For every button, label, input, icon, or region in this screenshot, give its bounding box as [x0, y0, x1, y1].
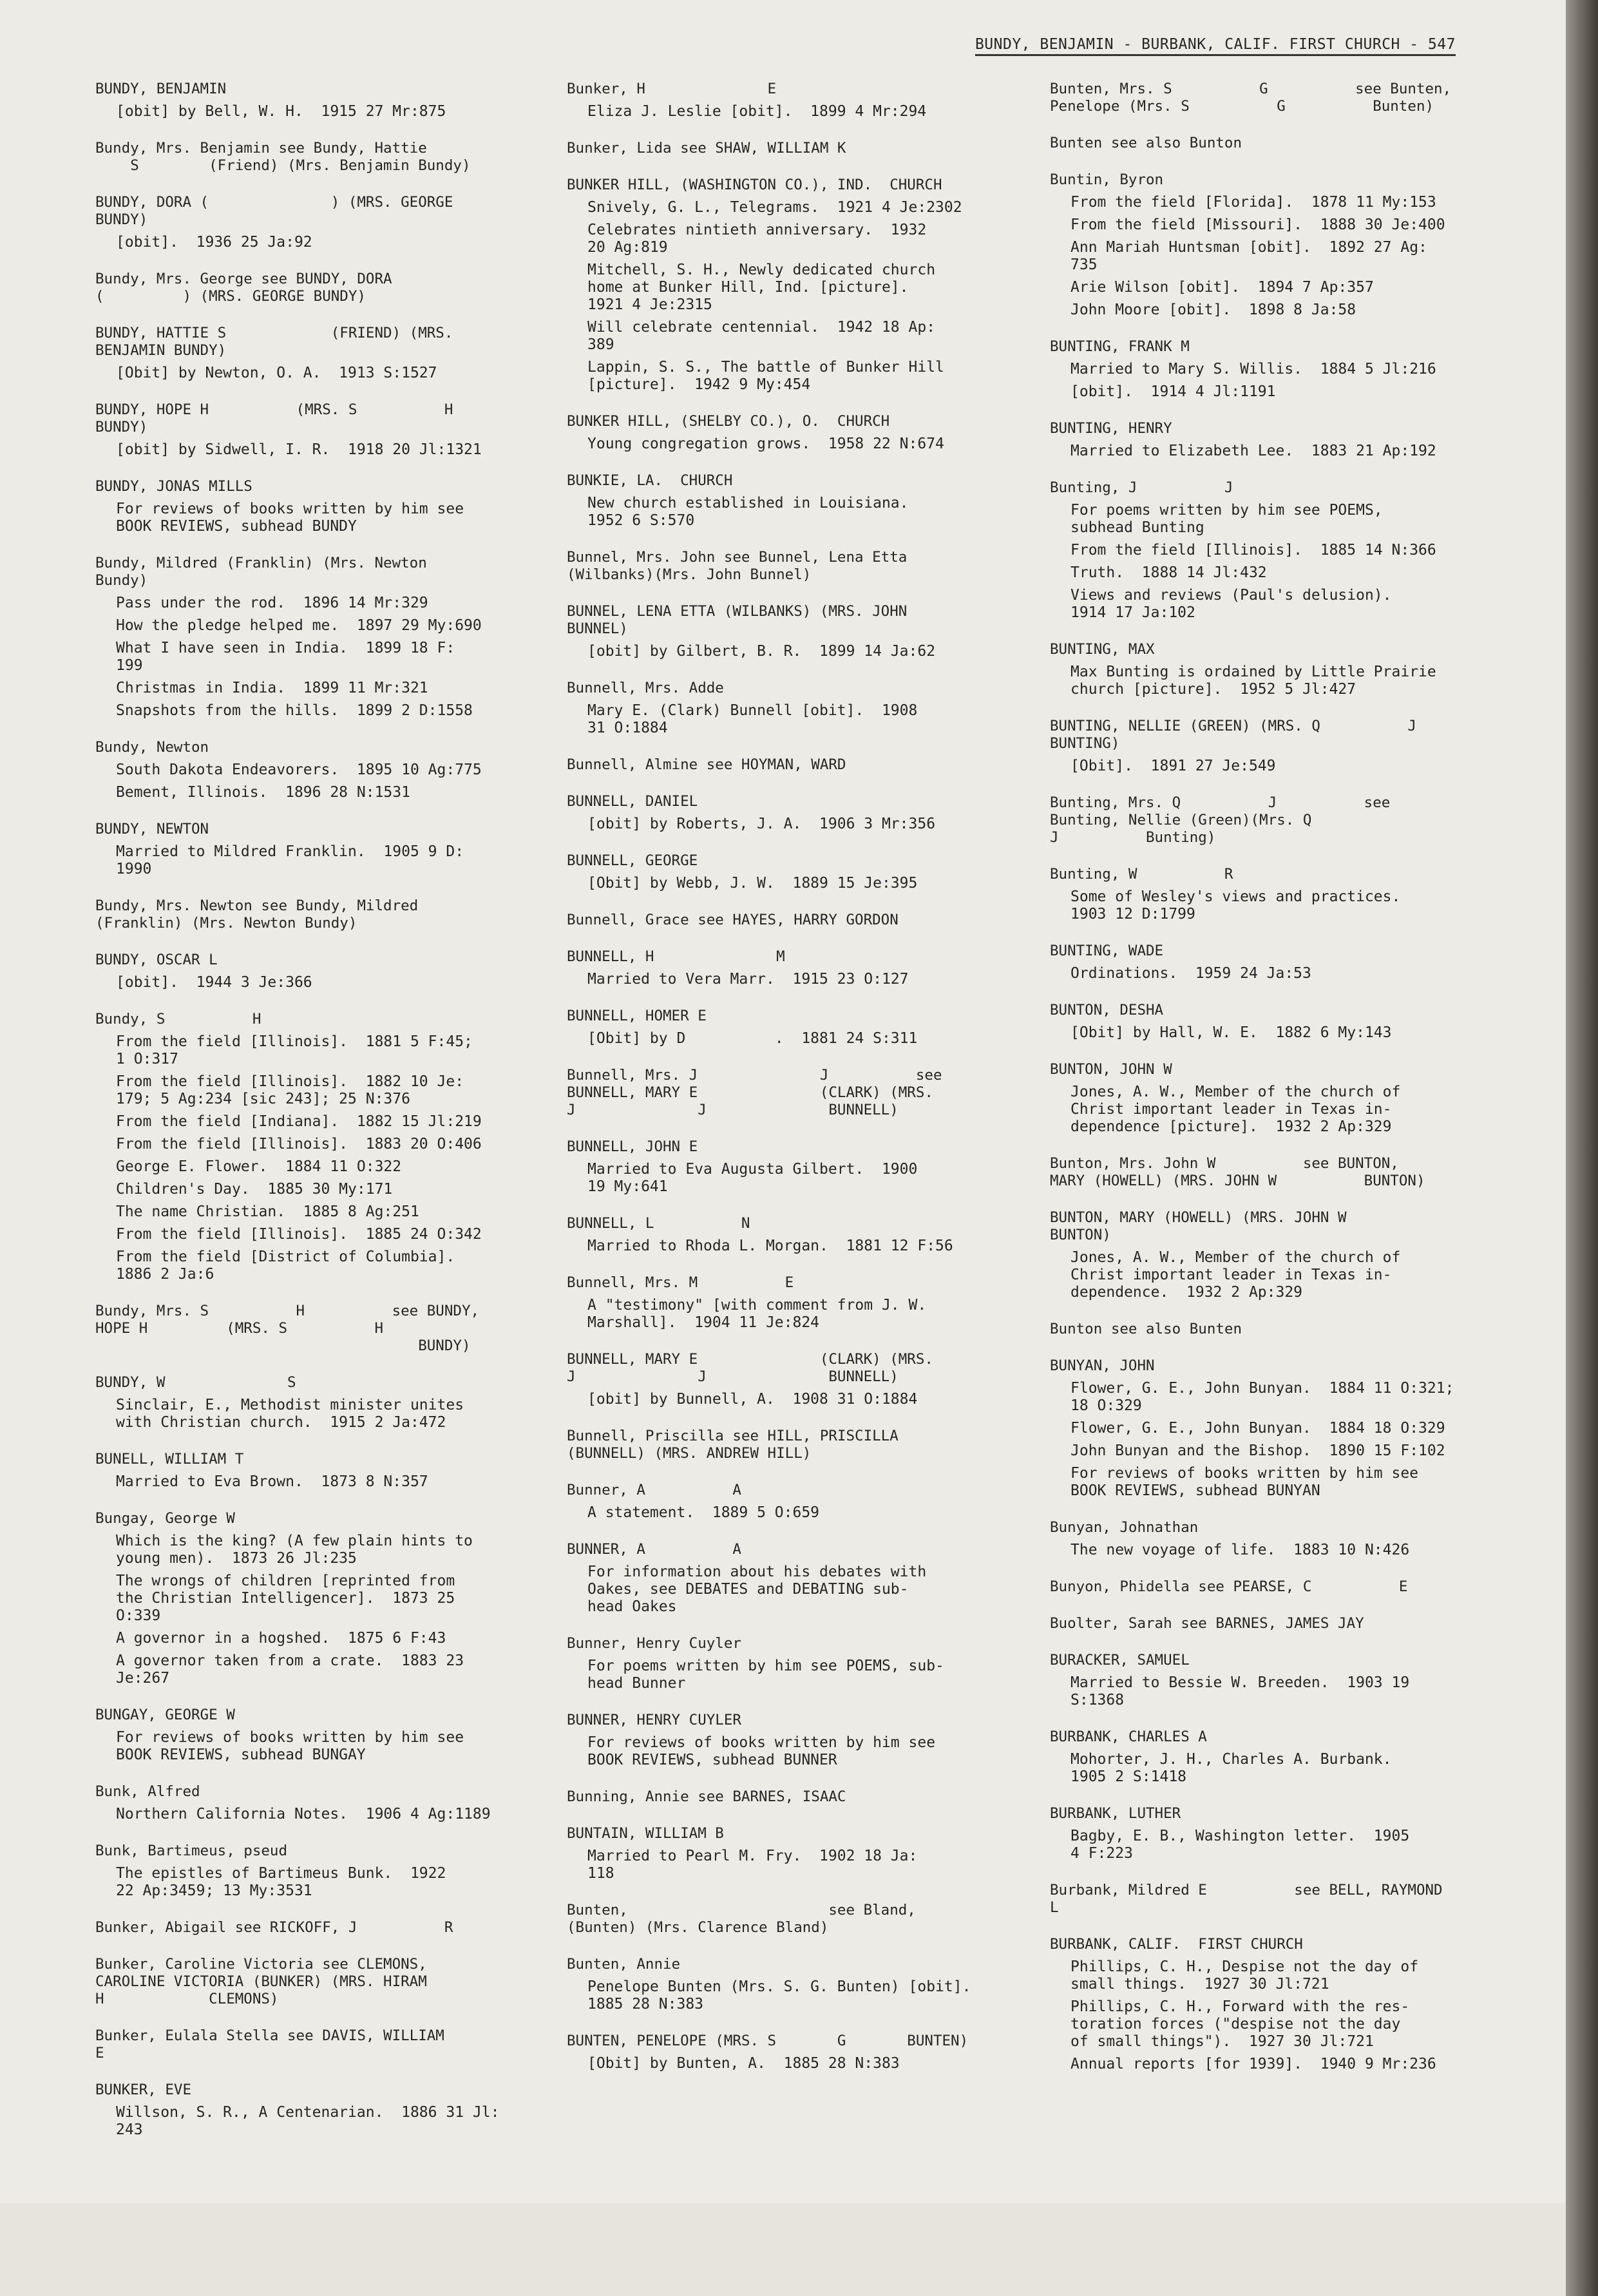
citation-line: Ann Mariah Huntsman [obit]. 1892 27 Ag: 735 — [1070, 239, 1427, 273]
index-entry — [567, 177, 1018, 394]
index-entry — [1050, 1805, 1514, 1862]
entry-heading: BUNKER, EVE — [95, 2081, 192, 2098]
index-entry — [1050, 1321, 1514, 1338]
entry-heading: Bunnel, Mrs. John see Bunnel, Lena Etta (Wilbanks)(Mrs. John Bunnel) — [567, 549, 908, 583]
citation-line: A statement. 1889 5 O:659 — [587, 1504, 820, 1521]
citation-line: Which is the king? (A few plain hints to young men). 1873 26 Jl:235 — [116, 1533, 473, 1567]
index-entry — [95, 2081, 546, 2139]
entry-heading: Bunk, Bartimeus, pseud — [95, 1842, 288, 1859]
index-entry — [1050, 1936, 1514, 2073]
citation-line: The name Christian. 1885 8 Ag:251 — [116, 1203, 419, 1220]
citation-line: Flower, G. E., John Bunyan. 1884 18 O:329 — [1070, 1420, 1445, 1437]
entry-heading: BUNDY, HOPE H (MRS. S H BUNDY) — [95, 401, 453, 435]
index-entry — [567, 948, 1018, 988]
index-entry — [95, 897, 546, 932]
citation-line: Married to Eva Augusta Gilbert. 1900 19 My:641 — [587, 1161, 918, 1195]
citation-line: From the field [Illinois]. 1885 24 O:342 — [116, 1226, 482, 1243]
index-entry — [1050, 1652, 1514, 1709]
entry-heading: Bunting, W R — [1050, 866, 1233, 883]
entry-heading: BUNTING, MAX — [1050, 641, 1155, 658]
entry-heading: BUNTEN, PENELOPE (MRS. S G BUNTEN) — [567, 2033, 969, 2049]
entry-heading: Bunker, Abigail see RICKOFF, J R — [95, 1919, 453, 1936]
entry-heading: Bunten see also Bunton — [1050, 135, 1242, 151]
entry-heading: BUNKER HILL, (SHELBY CO.), O. CHURCH — [567, 413, 890, 430]
index-entry — [1050, 1061, 1514, 1136]
citation-line: Eliza J. Leslie [obit]. 1899 4 Mr:294 — [587, 103, 927, 120]
entry-heading: BUNDY, W S — [95, 1374, 296, 1391]
index-entry — [567, 680, 1018, 737]
citation-line: John Bunyan and the Bishop. 1890 15 F:102 — [1070, 1442, 1445, 1459]
entry-heading: Bunting, J J — [1050, 479, 1233, 496]
index-entry — [95, 401, 546, 459]
entry-heading: Bundy, Mrs. Benjamin see Bundy, Hattie S (Friend) (Mrs. Benjamin Bundy) — [95, 140, 471, 174]
index-entry — [95, 821, 546, 878]
index-entry — [95, 952, 546, 991]
entry-heading: BUNNELL, JOHN E — [567, 1138, 698, 1155]
entry-heading: Bunnell, Mrs. M E — [567, 1274, 794, 1291]
entry-heading: BUNNELL, GEORGE — [567, 852, 698, 869]
citation-line: Married to Elizabeth Lee. 1883 21 Ap:192 — [1070, 443, 1436, 459]
citation-line: George E. Flower. 1884 11 O:322 — [116, 1158, 402, 1175]
index-entry — [567, 1635, 1018, 1692]
index-entry — [95, 1956, 546, 2008]
entry-heading: Bunk, Alfred — [95, 1783, 200, 1800]
citation-line: Willson, S. R., A Centenarian. 1886 31 Jl: 243 — [116, 2104, 500, 2138]
entry-heading: Bunker, H E — [567, 81, 777, 97]
citation-line: Annual reports [for 1939]. 1940 9 Mr:236 — [1070, 2056, 1436, 2072]
citation-line: Mohorter, J. H., Charles A. Burbank. 1905 2 S:1418 — [1070, 1751, 1392, 1785]
index-entry — [1050, 1209, 1514, 1301]
entry-heading: Bundy, S H — [95, 1011, 262, 1028]
citation-line: [obit]. 1944 3 Je:366 — [116, 974, 312, 991]
index-entry — [95, 325, 546, 382]
citation-line: Married to Mildred Franklin. 1905 9 D: 1990 — [116, 843, 464, 877]
index-entry — [567, 1825, 1018, 1882]
index-entry — [567, 852, 1018, 892]
index-entry — [95, 1842, 546, 1900]
citation-line: Bement, Illinois. 1896 28 N:1531 — [116, 784, 410, 801]
entry-heading: BUNNELL, DANIEL — [567, 793, 698, 810]
entry-heading: BUNNER, A A — [567, 1541, 741, 1558]
entry-heading: Bunten, Mrs. S G see Bunten, Penelope (Mrs. S G Bunten) — [1050, 81, 1452, 115]
index-entry — [1050, 135, 1514, 152]
citation-line: From the field [Illinois]. 1883 20 O:406 — [116, 1136, 482, 1153]
index-entry — [567, 1956, 1018, 2013]
citation-line: From the field [Indiana]. 1882 15 Jl:219 — [116, 1113, 482, 1130]
citation-line: Lappin, S. S., The battle of Bunker Hill [picture]. 1942 9 My:454 — [587, 359, 944, 393]
citation-line: Bagby, E. B., Washington letter. 1905 4 F:223 — [1070, 1828, 1410, 1862]
entry-heading: Burbank, Mildred E see BELL, RAYMOND L — [1050, 1882, 1443, 1916]
index-entry — [567, 2033, 1018, 2072]
index-entry — [567, 81, 1018, 120]
citation-line: [Obit] by D . 1881 24 S:311 — [587, 1030, 918, 1047]
citation-line: Married to Vera Marr. 1915 23 O:127 — [587, 971, 909, 988]
citation-line: Christmas in India. 1899 11 Mr:321 — [116, 680, 428, 696]
citation-line: [obit] by Sidwell, I. R. 1918 20 Jl:1321 — [116, 441, 482, 458]
entry-heading: Bunker, Eulala Stella see DAVIS, WILLIAM E — [95, 2027, 444, 2062]
entry-heading: BUNDY, OSCAR L — [95, 952, 218, 968]
entry-heading: Bungay, George W — [95, 1510, 235, 1527]
entry-heading: BUNTON, MARY (HOWELL) (MRS. JOHN W BUNTON) — [1050, 1209, 1347, 1243]
citation-line: Penelope Bunten (Mrs. S. G. Bunten) [obit]. 1885 28 N:383 — [587, 1978, 971, 2013]
citation-line: Married to Bessie W. Breeden. 1903 19 S:1368 — [1070, 1674, 1410, 1708]
citation-line: [Obit] by Webb, J. W. 1889 15 Je:395 — [587, 875, 918, 892]
citation-line: [obit] by Gilbert, B. R. 1899 14 Ja:62 — [587, 643, 936, 660]
citation-line: For poems written by him see POEMS, subhead Bunting — [1070, 502, 1383, 536]
citation-line: From the field [Illinois]. 1881 5 F:45; 1 O:317 — [116, 1033, 473, 1067]
entry-heading: BUNTON, DESHA — [1050, 1002, 1164, 1019]
index-entry — [567, 1351, 1018, 1408]
entry-heading: Buntin, Byron — [1050, 171, 1164, 188]
index-entry — [95, 1374, 546, 1431]
index-entry — [95, 739, 546, 801]
citation-line: For reviews of books written by him see BOOK REVIEWS, subhead BUNYAN — [1070, 1465, 1419, 1499]
index-entry — [567, 756, 1018, 774]
entry-heading: BUNKIE, LA. CHURCH — [567, 472, 733, 489]
entry-heading: Bunton, Mrs. John W see BUNTON, MARY (HOWELL) (MRS. JOHN W BUNTON) — [1050, 1155, 1425, 1189]
entry-heading: Buolter, Sarah see BARNES, JAMES JAY — [1050, 1615, 1364, 1632]
citation-line: A governor taken from a crate. 1883 23 Je:267 — [116, 1652, 464, 1687]
citation-line: [obit] by Bell, W. H. 1915 27 Mr:875 — [116, 103, 446, 120]
citation-line: Truth. 1888 14 Jl:432 — [1070, 564, 1267, 581]
entry-heading: BUNDY, BENJAMIN — [95, 81, 227, 97]
citation-line: [Obit] by Hall, W. E. 1882 6 My:143 — [1070, 1024, 1392, 1041]
entry-heading: BUNELL, WILLIAM T — [95, 1451, 244, 1468]
index-entry — [95, 1451, 546, 1491]
entry-heading: Bunner, A A — [567, 1482, 741, 1498]
entry-heading: BUNYAN, JOHN — [1050, 1357, 1155, 1374]
citation-line: Snively, G. L., Telegrams. 1921 4 Je:2302 — [587, 199, 962, 216]
citation-line: A "testimony" [with comment from J. W. Marshall]. 1904 11 Je:824 — [587, 1297, 927, 1331]
index-entry — [567, 472, 1018, 530]
citation-line: Flower, G. E., John Bunyan. 1884 11 O:321; 18 O:329 — [1070, 1380, 1454, 1414]
column-middle — [567, 81, 1018, 2092]
citation-line: From the field [Missouri]. 1888 30 Je:400 — [1070, 216, 1445, 233]
index-entry — [95, 271, 546, 305]
running-head: BUNDY, BENJAMIN - BURBANK, CALIF. FIRST CHURCH - 547 — [975, 36, 1456, 56]
citation-line: [obit]. 1914 4 Jl:1191 — [1070, 383, 1276, 400]
entry-heading: BURACKER, SAMUEL — [1050, 1652, 1190, 1669]
citation-line: Will celebrate centennial. 1942 18 Ap: 389 — [587, 319, 936, 353]
index-entry — [1050, 1578, 1514, 1596]
citation-line: The epistles of Bartimeus Bunk. 1922 22 Ap:3459; 13 My:3531 — [116, 1865, 446, 1899]
citation-line: Some of Wesley's views and practices. 1903 12 D:1799 — [1070, 888, 1401, 923]
entry-heading: BUNTING, FRANK M — [1050, 338, 1190, 355]
citation-line: Children's Day. 1885 30 My:171 — [116, 1181, 393, 1198]
entry-heading: Bundy, Mrs. George see BUNDY, DORA ( ) (MRS. GEORGE BUNDY) — [95, 271, 392, 305]
entry-heading: Bundy, Mildred (Franklin) (Mrs. Newton Bundy) — [95, 555, 427, 589]
entry-heading: BUNGAY, GEORGE W — [95, 1707, 235, 1723]
index-entry — [1050, 479, 1514, 622]
index-entry — [95, 1919, 546, 1937]
index-entry — [567, 413, 1018, 453]
entry-heading: Bunker, Caroline Victoria see CLEMONS, CAROLINE VICTORIA (BUNKER) (MRS. HIRAM H CLEMONS) — [95, 1956, 427, 2007]
entry-heading: BUNDY, HATTIE S (FRIEND) (MRS. BENJAMIN BUNDY) — [95, 325, 453, 359]
entry-heading: BUNTON, JOHN W — [1050, 1061, 1172, 1078]
citation-line: Ordinations. 1959 24 Ja:53 — [1070, 965, 1311, 982]
citation-line: The wrongs of children [reprinted from the Christian Intelligencer]. 1873 25 O:339 — [116, 1573, 455, 1624]
index-entry — [95, 140, 546, 175]
index-entry — [567, 549, 1018, 584]
citation-line: [Obit] by Bunten, A. 1885 28 N:383 — [587, 2055, 900, 2072]
index-entry — [567, 1138, 1018, 1196]
entry-heading: BUNDY, DORA ( ) (MRS. GEORGE BUNDY) — [95, 194, 453, 228]
citation-line: [obit] by Bunnell, A. 1908 31 O:1884 — [587, 1391, 918, 1408]
citation-line: Married to Mary S. Willis. 1884 5 Jl:216 — [1070, 361, 1436, 378]
entry-heading: BUNNEL, LENA ETTA (WILBANKS) (MRS. JOHN BUNNEL) — [567, 603, 908, 637]
index-entry — [567, 1215, 1018, 1255]
citation-line: Married to Rhoda L. Morgan. 1881 12 F:56 — [587, 1238, 953, 1254]
citation-line: A governor in a hogshed. 1875 6 F:43 — [116, 1630, 446, 1647]
citation-line: Northern California Notes. 1906 4 Ag:1189 — [116, 1806, 491, 1822]
index-entry — [567, 912, 1018, 929]
citation-line: Snapshots from the hills. 1899 2 D:1558 — [116, 702, 473, 719]
citation-line: Arie Wilson [obit]. 1894 7 Ap:357 — [1070, 279, 1374, 296]
index-entry — [567, 1274, 1018, 1332]
citation-line: Jones, A. W., Member of the church of Christ important leader in Texas in- dependence. 1932 2 Ap:329 — [1070, 1249, 1401, 1301]
index-entry — [567, 1067, 1018, 1119]
index-entry — [1050, 718, 1514, 775]
index-entry — [1050, 1002, 1514, 1042]
index-entry — [567, 1788, 1018, 1806]
index-entry — [1050, 420, 1514, 460]
index-entry — [1050, 1615, 1514, 1632]
index-entry — [95, 1303, 546, 1355]
entry-heading: Bunnell, Almine see HOYMAN, WARD — [567, 756, 846, 773]
citation-line: From the field [Florida]. 1878 11 My:153 — [1070, 194, 1436, 211]
index-entry — [1050, 1357, 1514, 1500]
entry-heading: BURBANK, LUTHER — [1050, 1805, 1181, 1822]
citation-line: Pass under the rod. 1896 14 Mr:329 — [116, 595, 428, 611]
citation-line: For reviews of books written by him see BOOK REVIEWS, subhead BUNGAY — [116, 1729, 464, 1763]
index-entry — [95, 2027, 546, 2062]
entry-heading: BUNKER HILL, (WASHINGTON CO.), IND. CHURCH — [567, 177, 942, 193]
entry-heading: Bunton see also Bunten — [1050, 1321, 1242, 1337]
entry-heading: BURBANK, CHARLES A — [1050, 1728, 1207, 1745]
index-entry — [95, 478, 546, 535]
entry-heading: BUNTING, WADE — [1050, 942, 1164, 959]
citation-line: From the field [Illinois]. 1882 10 Je: 179; 5 Ag:234 [sic 243]; 25 N:376 — [116, 1073, 464, 1107]
entry-heading: BUNNELL, H M — [567, 948, 785, 965]
index-entry — [1050, 1155, 1514, 1190]
citation-line: Celebrates nintieth anniversary. 1932 20 Ag:819 — [587, 222, 927, 256]
entry-heading: Bunyan, Johnathan — [1050, 1519, 1199, 1536]
citation-line: Phillips, C. H., Despise not the day of small things. 1927 30 Jl:721 — [1070, 1958, 1419, 1993]
index-entry — [567, 793, 1018, 833]
entry-heading: BUNTAIN, WILLIAM B — [567, 1825, 724, 1842]
index-entry — [1050, 641, 1514, 698]
entry-heading: Bunnell, Mrs. J J see BUNNELL, MARY E (CLARK) (MRS. J J BUNNELL) — [567, 1067, 942, 1118]
index-entry — [1050, 794, 1514, 847]
citation-line: South Dakota Endeavorers. 1895 10 Ag:775 — [116, 761, 482, 778]
citation-line: [Obit] by Newton, O. A. 1913 S:1527 — [116, 365, 437, 381]
citation-line: Young congregation grows. 1958 22 N:674 — [587, 435, 944, 452]
citation-line: [Obit]. 1891 27 Je:549 — [1070, 758, 1276, 774]
citation-line: Mary E. (Clark) Bunnell [obit]. 1908 31 O:1884 — [587, 702, 918, 736]
citation-line: Sinclair, E., Methodist minister unites with Christian church. 1915 2 Ja:472 — [116, 1397, 464, 1431]
citation-line: The new voyage of life. 1883 10 N:426 — [1070, 1542, 1410, 1558]
citation-line: Jones, A. W., Member of the church of Christ important leader in Texas in- dependence [picture]. 1932 2 Ap:329 — [1070, 1084, 1401, 1135]
citation-line: Phillips, C. H., Forward with the res- toration forces ("despise not the day of small things"). 1927 30 Jl:721 — [1070, 1998, 1410, 2050]
citation-line: For reviews of books written by him see BOOK REVIEWS, subhead BUNNER — [587, 1734, 936, 1768]
index-entry — [1050, 942, 1514, 982]
entry-heading: Bunten, Annie — [567, 1956, 681, 1973]
index-entry — [1050, 1519, 1514, 1559]
entry-heading: Bunnell, Mrs. Adde — [567, 680, 724, 696]
citation-line: How the pledge helped me. 1897 29 My:690 — [116, 617, 482, 634]
citation-line: Married to Pearl M. Fry. 1902 18 Ja: 118 — [587, 1848, 918, 1882]
index-entry — [95, 1011, 546, 1283]
index-entry — [567, 1008, 1018, 1048]
index-entry — [95, 1707, 546, 1764]
entry-heading: Bunker, Lida see SHAW, WILLIAM K — [567, 140, 846, 157]
entry-heading: Bunyon, Phidella see PEARSE, C E — [1050, 1578, 1408, 1595]
citation-line: Views and reviews (Paul's delusion). 1914 17 Ja:102 — [1070, 587, 1392, 621]
entry-heading: BUNNER, HENRY CUYLER — [567, 1712, 741, 1728]
entry-heading: Bunner, Henry Cuyler — [567, 1635, 741, 1652]
entry-heading: BURBANK, CALIF. FIRST CHURCH — [1050, 1936, 1303, 1953]
index-entry — [95, 81, 546, 120]
citation-line: John Moore [obit]. 1898 8 Ja:58 — [1070, 301, 1356, 318]
column-right — [1050, 81, 1514, 2092]
citation-line: Max Bunting is ordained by Little Prairie church [picture]. 1952 5 Jl:427 — [1070, 664, 1436, 698]
entry-heading: Bundy, Mrs. Newton see Bundy, Mildred (Franklin) (Mrs. Newton Bundy) — [95, 897, 419, 932]
entry-heading: Bundy, Newton — [95, 739, 209, 756]
index-entry — [1050, 1728, 1514, 1786]
citation-line: Married to Eva Brown. 1873 8 N:357 — [116, 1473, 428, 1490]
entry-heading: Bunning, Annie see BARNES, ISAAC — [567, 1788, 846, 1805]
entry-heading: Bunnell, Grace see HAYES, HARRY GORDON — [567, 912, 899, 928]
entry-heading: BUNNELL, MARY E (CLARK) (MRS. J J BUNNELL) — [567, 1351, 933, 1385]
index-entry — [567, 1712, 1018, 1769]
index-entry — [567, 1482, 1018, 1522]
citation-line: New church established in Louisiana. 1952 6 S:570 — [587, 495, 909, 529]
index-entry — [1050, 81, 1514, 115]
entry-heading: Bunnell, Priscilla see HILL, PRISCILLA (BUNNELL) (MRS. ANDREW HILL) — [567, 1428, 899, 1462]
entry-heading: BUNTING, NELLIE (GREEN) (MRS. Q J BUNTING) — [1050, 718, 1416, 752]
index-entry — [1050, 338, 1514, 401]
index-entry — [95, 194, 546, 251]
citation-line: What I have seen in India. 1899 18 F: 199 — [116, 640, 455, 674]
entry-heading: Bunten, see Bland, (Bunten) (Mrs. Clarence Bland) — [567, 1902, 916, 1936]
index-entry — [567, 140, 1018, 157]
index-entry — [1050, 1882, 1514, 1917]
index-entry — [567, 1428, 1018, 1462]
entry-heading: BUNDY, NEWTON — [95, 821, 209, 837]
index-entry — [95, 1510, 546, 1687]
index-entry — [567, 1541, 1018, 1616]
index-entry — [567, 1902, 1018, 1937]
index-entry — [95, 555, 546, 720]
citation-line: For information about his debates with Oakes, see DEBATES and DEBATING sub- head Oakes — [587, 1564, 927, 1615]
citation-line: Mitchell, S. H., Newly dedicated church home at Bunker Hill, Ind. [picture]. 1921 4 Je:2315 — [587, 262, 936, 313]
index-entry — [1050, 171, 1514, 319]
citation-line: [obit]. 1936 25 Ja:92 — [116, 234, 312, 251]
entry-heading: BUNDY, JONAS MILLS — [95, 478, 252, 495]
citation-line: For poems written by him see POEMS, sub- head Bunner — [587, 1658, 944, 1692]
entry-heading: BUNTING, HENRY — [1050, 420, 1172, 437]
book-gutter-shadow — [1566, 0, 1598, 2296]
index-entry — [1050, 866, 1514, 923]
entry-heading: Bunting, Mrs. Q J see Bunting, Nellie (Green)(Mrs. Q J Bunting) — [1050, 794, 1391, 846]
entry-heading: Bundy, Mrs. S H see BUNDY, HOPE H (MRS. S H BUNDY) — [95, 1303, 480, 1354]
citation-line: From the field [Illinois]. 1885 14 N:366 — [1070, 542, 1436, 559]
entry-heading: BUNNELL, L N — [567, 1215, 750, 1232]
index-entry — [567, 603, 1018, 660]
entry-heading: BUNNELL, HOMER E — [567, 1008, 707, 1024]
column-left — [95, 81, 546, 2158]
citation-line: [obit] by Roberts, J. A. 1906 3 Mr:356 — [587, 816, 936, 832]
citation-line: For reviews of books written by him see BOOK REVIEWS, subhead BUNDY — [116, 501, 464, 535]
index-entry — [95, 1783, 546, 1823]
citation-line: From the field [District of Columbia]. 1886 2 Ja:6 — [116, 1248, 455, 1283]
